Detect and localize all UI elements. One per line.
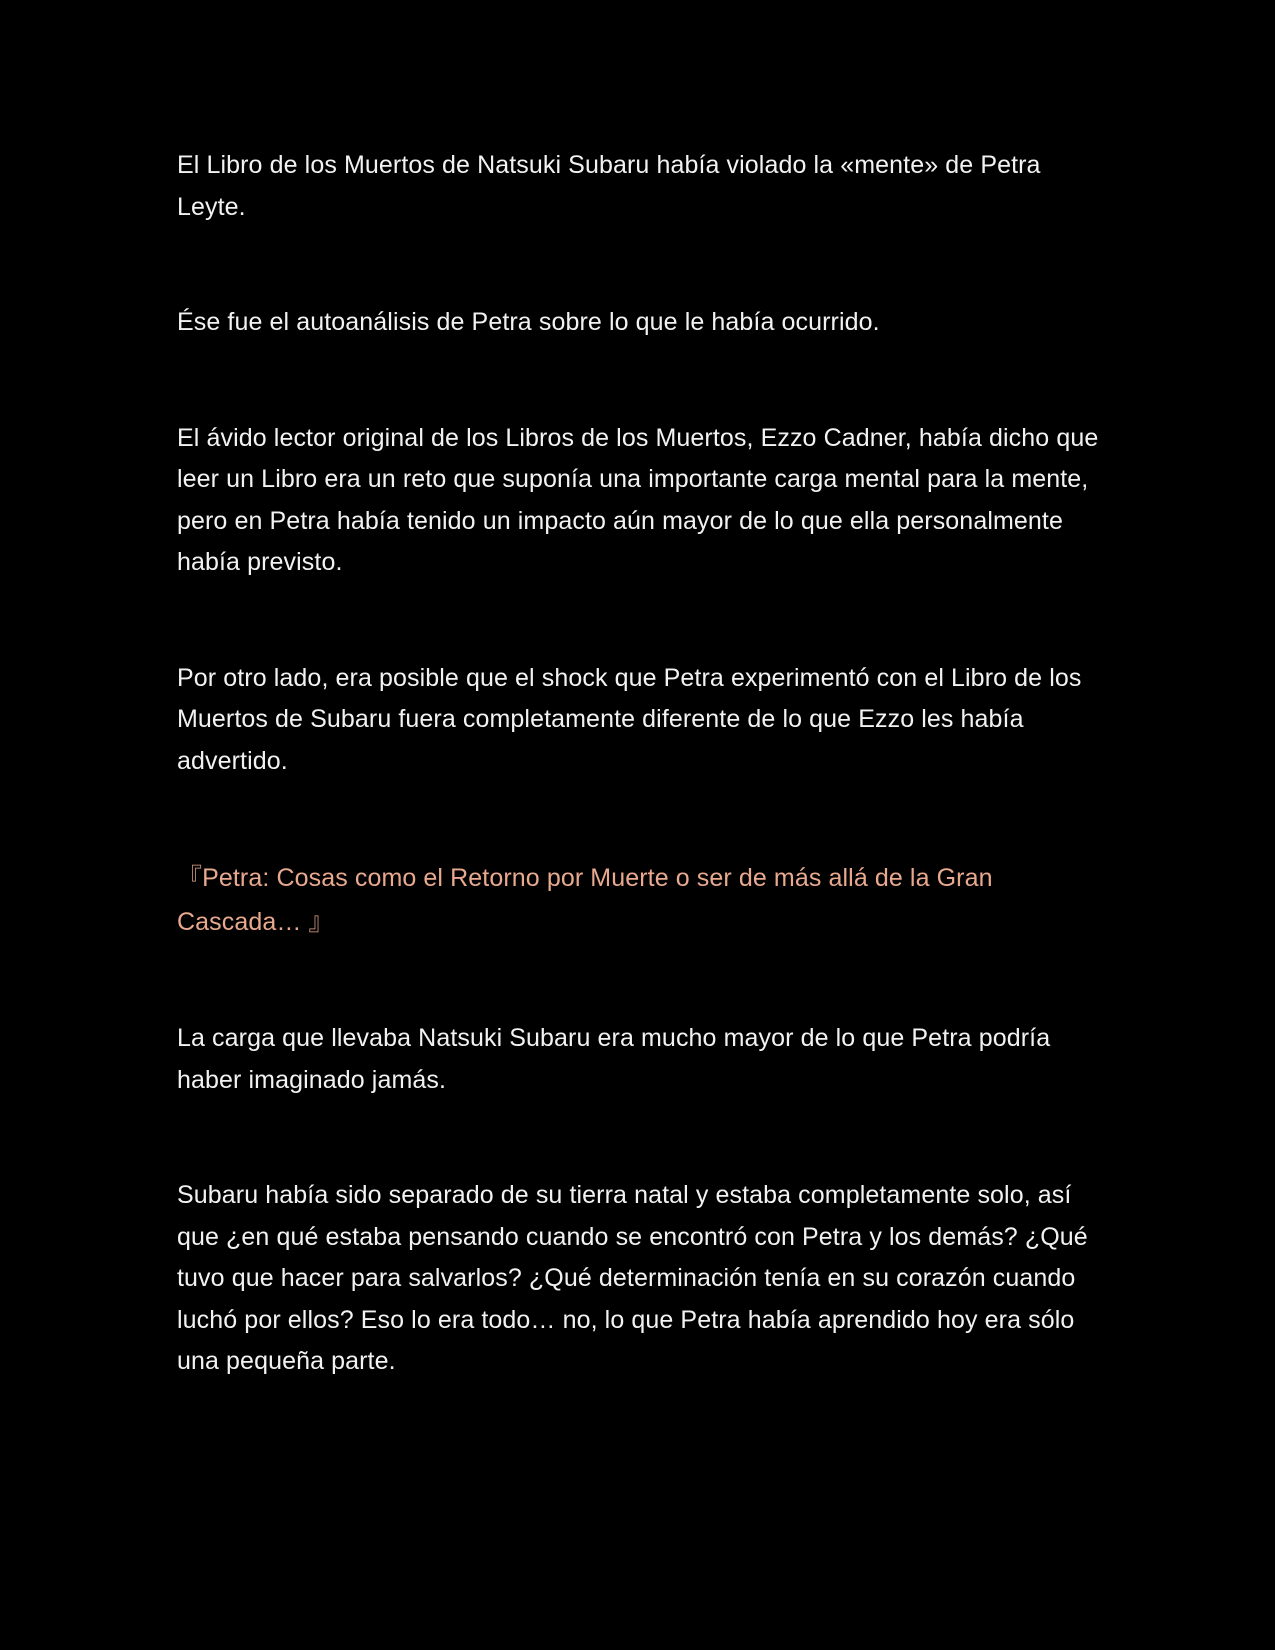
paragraph-6: La carga que llevaba Natsuki Subaru era mucho mayor de lo que Petra podría haber imaginado jamás. (177, 1024, 1051, 1094)
document-body (177, 145, 1107, 1457)
paragraph-4: Por otro lado, era posible que el shock que Petra experimentó con el Libro de los Muertos de Subaru fuera completamente diferente de lo que Ezzo les había advertido. (177, 663, 1082, 775)
paragraph-2: Ése fue el autoanálisis de Petra sobre lo que le había ocurrido. (177, 308, 880, 336)
dialogue-line: 『Petra: Cosas como el Retorno por Muerte o ser de más allá de la Gran Cascada… 』 (177, 864, 993, 936)
paragraph-7: Subaru había sido separado de su tierra natal y estaba completamente solo, así que ¿en qué estaba pensando cuando se encontró con Petra y los demás? ¿Qué tuvo que hacer para salvarlos? ¿Qué determinación tenía en su corazón cuando luchó por ellos? Eso lo era todo… no, lo que Petra había aprendido hoy era sólo una pequeña parte. (177, 1181, 1088, 1375)
paragraph-1: El Libro de los Muertos de Natsuki Subaru había violado la «mente» de Petra Leyte. (177, 151, 1041, 221)
paragraph-3: El ávido lector original de los Libros de los Muertos, Ezzo Cadner, había dicho que leer un Libro era un reto que suponía una importante carga mental para la mente, pero en Petra había tenido un impacto aún mayor de lo que ella personalmente había previsto. (177, 423, 1099, 576)
